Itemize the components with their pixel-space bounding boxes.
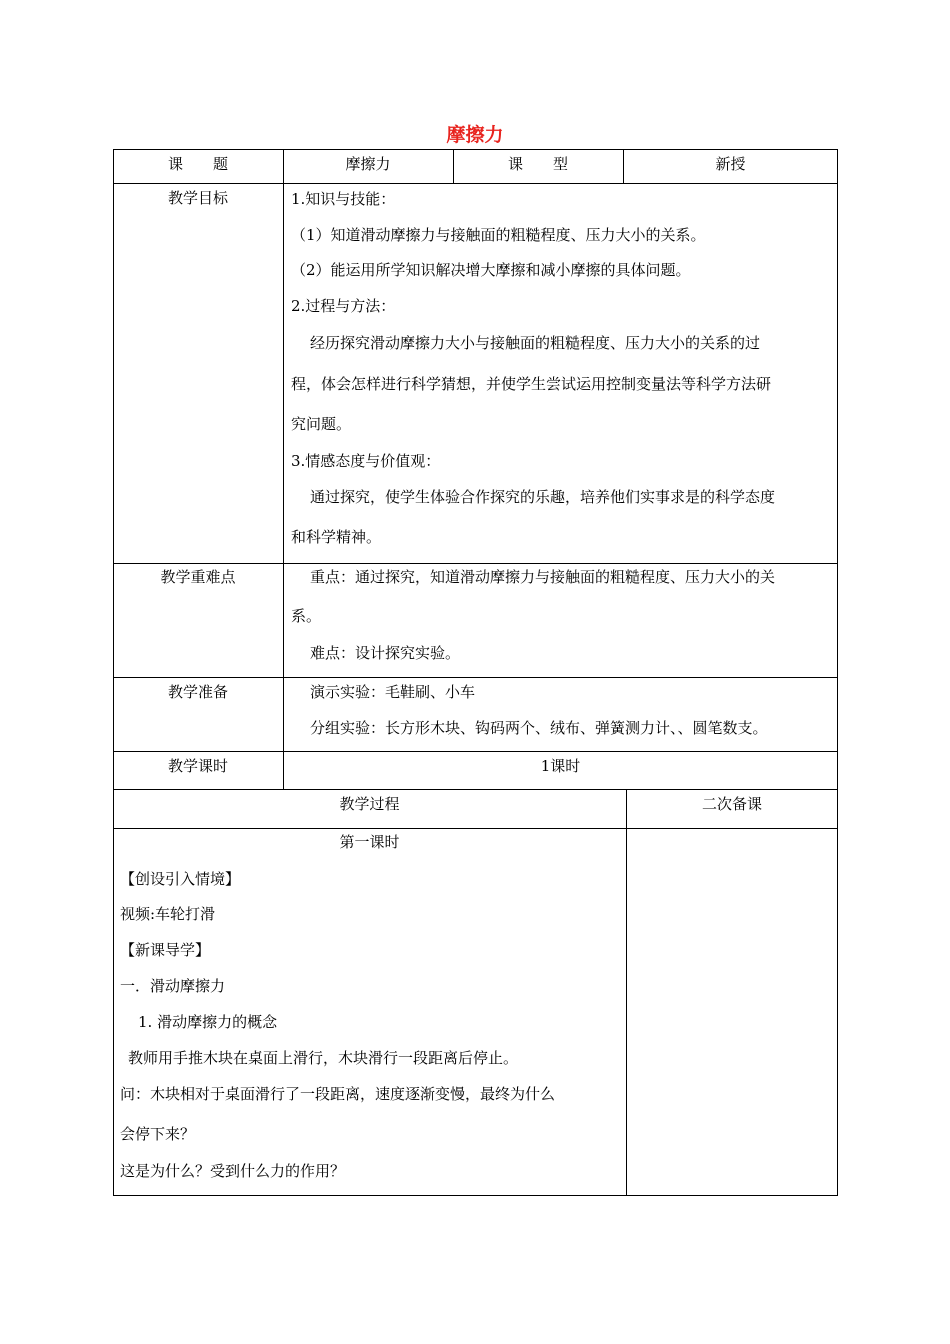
objectives-line: 3.情感态度与价值观： — [291, 452, 441, 470]
process-line: 一．滑动摩擦力 — [120, 977, 226, 995]
preparation-label: 教学准备 — [167, 683, 228, 701]
objectives-line: （1）知道滑动摩擦力与接触面的粗糙程度、压力大小的关系。 — [291, 226, 706, 244]
objectives-line: 通过探究，使学生体验合作探究的乐趣，培养他们实事求是的科学态度 — [310, 488, 776, 506]
key-points-line: 系。 — [291, 607, 322, 625]
row-divider — [113, 563, 838, 564]
objectives-line: （2）能运用所学知识解决增大摩擦和减小摩擦的具体问题。 — [291, 261, 691, 279]
objectives-line: 2.过程与方法： — [291, 297, 396, 315]
periods-label: 教学课时 — [167, 757, 228, 775]
key-points-line: 重点：通过探究，知道滑动摩擦力与接触面的粗糙程度、压力大小的关 — [310, 568, 776, 586]
column-divider — [626, 789, 627, 1196]
type-value: 新授 — [715, 155, 746, 173]
column-divider — [283, 149, 284, 790]
row-divider — [113, 677, 838, 678]
objectives-line: 1.知识与技能： — [291, 190, 396, 208]
process-line: 教师用手推木块在桌面上滑行，木块滑行一段距离后停止。 — [128, 1049, 519, 1067]
preparation-line: 演示实验：毛鞋刷、小车 — [310, 683, 476, 701]
row-divider — [113, 828, 838, 829]
topic-label: 课 题 — [167, 155, 228, 173]
periods-value: 1课时 — [540, 757, 581, 775]
objectives-label: 教学目标 — [167, 189, 228, 207]
process-line: 【新课导学】 — [120, 941, 211, 959]
topic-value: 摩擦力 — [345, 155, 391, 173]
preparation-line: 分组实验：长方形木块、钩码两个、绒布、弹簧测力计、、圆笔数支。 — [310, 719, 768, 737]
key-points-label: 教学重难点 — [160, 568, 236, 586]
row-divider — [113, 751, 838, 752]
second-prep-header: 二次备课 — [701, 795, 762, 813]
key-points-line: 难点：设计探究实验。 — [310, 644, 461, 662]
lesson-period-heading: 第一课时 — [339, 833, 400, 851]
process-header: 教学过程 — [339, 795, 400, 813]
type-label: 课 型 — [507, 155, 568, 173]
objectives-line: 和科学精神。 — [291, 528, 382, 546]
process-line: 1. 滑动摩擦力的概念 — [138, 1013, 278, 1031]
process-line: 会停下来？ — [120, 1125, 196, 1143]
objectives-line: 程，体会怎样进行科学猜想，并使学生尝试运用控制变量法等科学方法研 — [291, 375, 772, 393]
process-line: 【创设引入情境】 — [120, 870, 241, 888]
process-line: 这是为什么？受到什么力的作用？ — [120, 1162, 346, 1180]
process-line: 视频:车轮打滑 — [120, 905, 216, 923]
row-divider — [113, 183, 838, 184]
page-title: 摩擦力 — [446, 124, 504, 146]
objectives-line: 究问题。 — [291, 415, 352, 433]
process-line: 问：木块相对于桌面滑行了一段距离，速度逐渐变慢，最终为什么 — [120, 1085, 556, 1103]
objectives-line: 经历探究滑动摩擦力大小与接触面的粗糙程度、压力大小的关系的过 — [310, 334, 761, 352]
